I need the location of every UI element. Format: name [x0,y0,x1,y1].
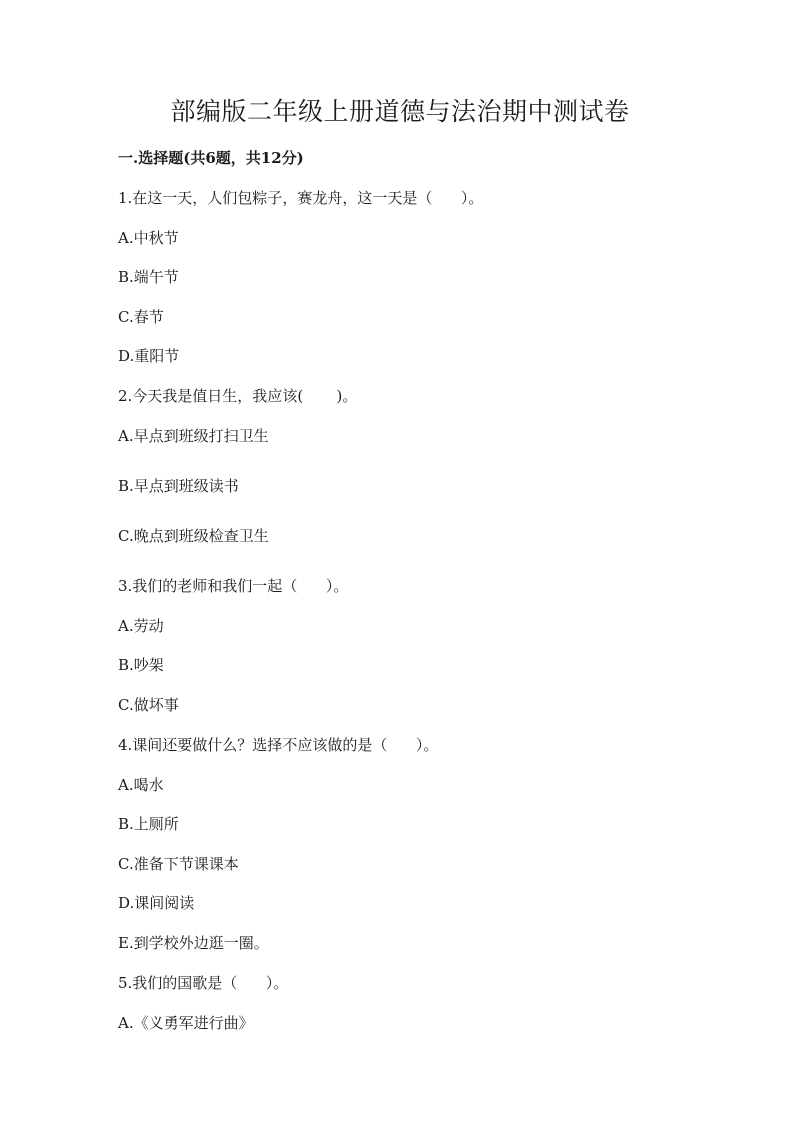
option-c: C.晚点到班级检查卫生 [118,527,269,545]
question-stem: 2.今天我是值日生，我应该( )。 [118,387,358,405]
option-a: A.中秋节 [118,229,179,247]
question-stem: 4.课间还要做什么？选择不应该做的是（ ）。 [118,736,439,754]
option-c: C.做坏事 [118,696,179,714]
question-stem: 1.在这一天，人们包粽子，赛龙舟，这一天是（ ）。 [118,189,484,207]
option-e: E.到学校外边逛一圈。 [118,934,269,952]
option-b: B.端午节 [118,268,179,286]
question-stem: 3.我们的老师和我们一起（ ）。 [118,577,349,595]
page-title: 部编版二年级上册道德与法治期中测试卷 [170,97,630,126]
section-heading: 一.选择题(共6题，共12分) [118,149,304,167]
option-b: B.上厕所 [118,815,179,833]
option-d: D.课间阅读 [118,894,195,912]
option-b: B.吵架 [118,656,164,674]
option-a: A.早点到班级打扫卫生 [118,427,269,445]
option-d: D.重阳节 [118,347,180,365]
option-c: C.春节 [118,308,164,326]
option-b: B.早点到班级读书 [118,477,239,495]
option-c: C.准备下节课课本 [118,855,239,873]
option-a: A.喝水 [118,776,164,794]
option-a: A.劳动 [118,617,164,635]
question-stem: 5.我们的国歌是（ ）。 [118,974,289,992]
option-a: A.《义勇军进行曲》 [118,1014,254,1032]
